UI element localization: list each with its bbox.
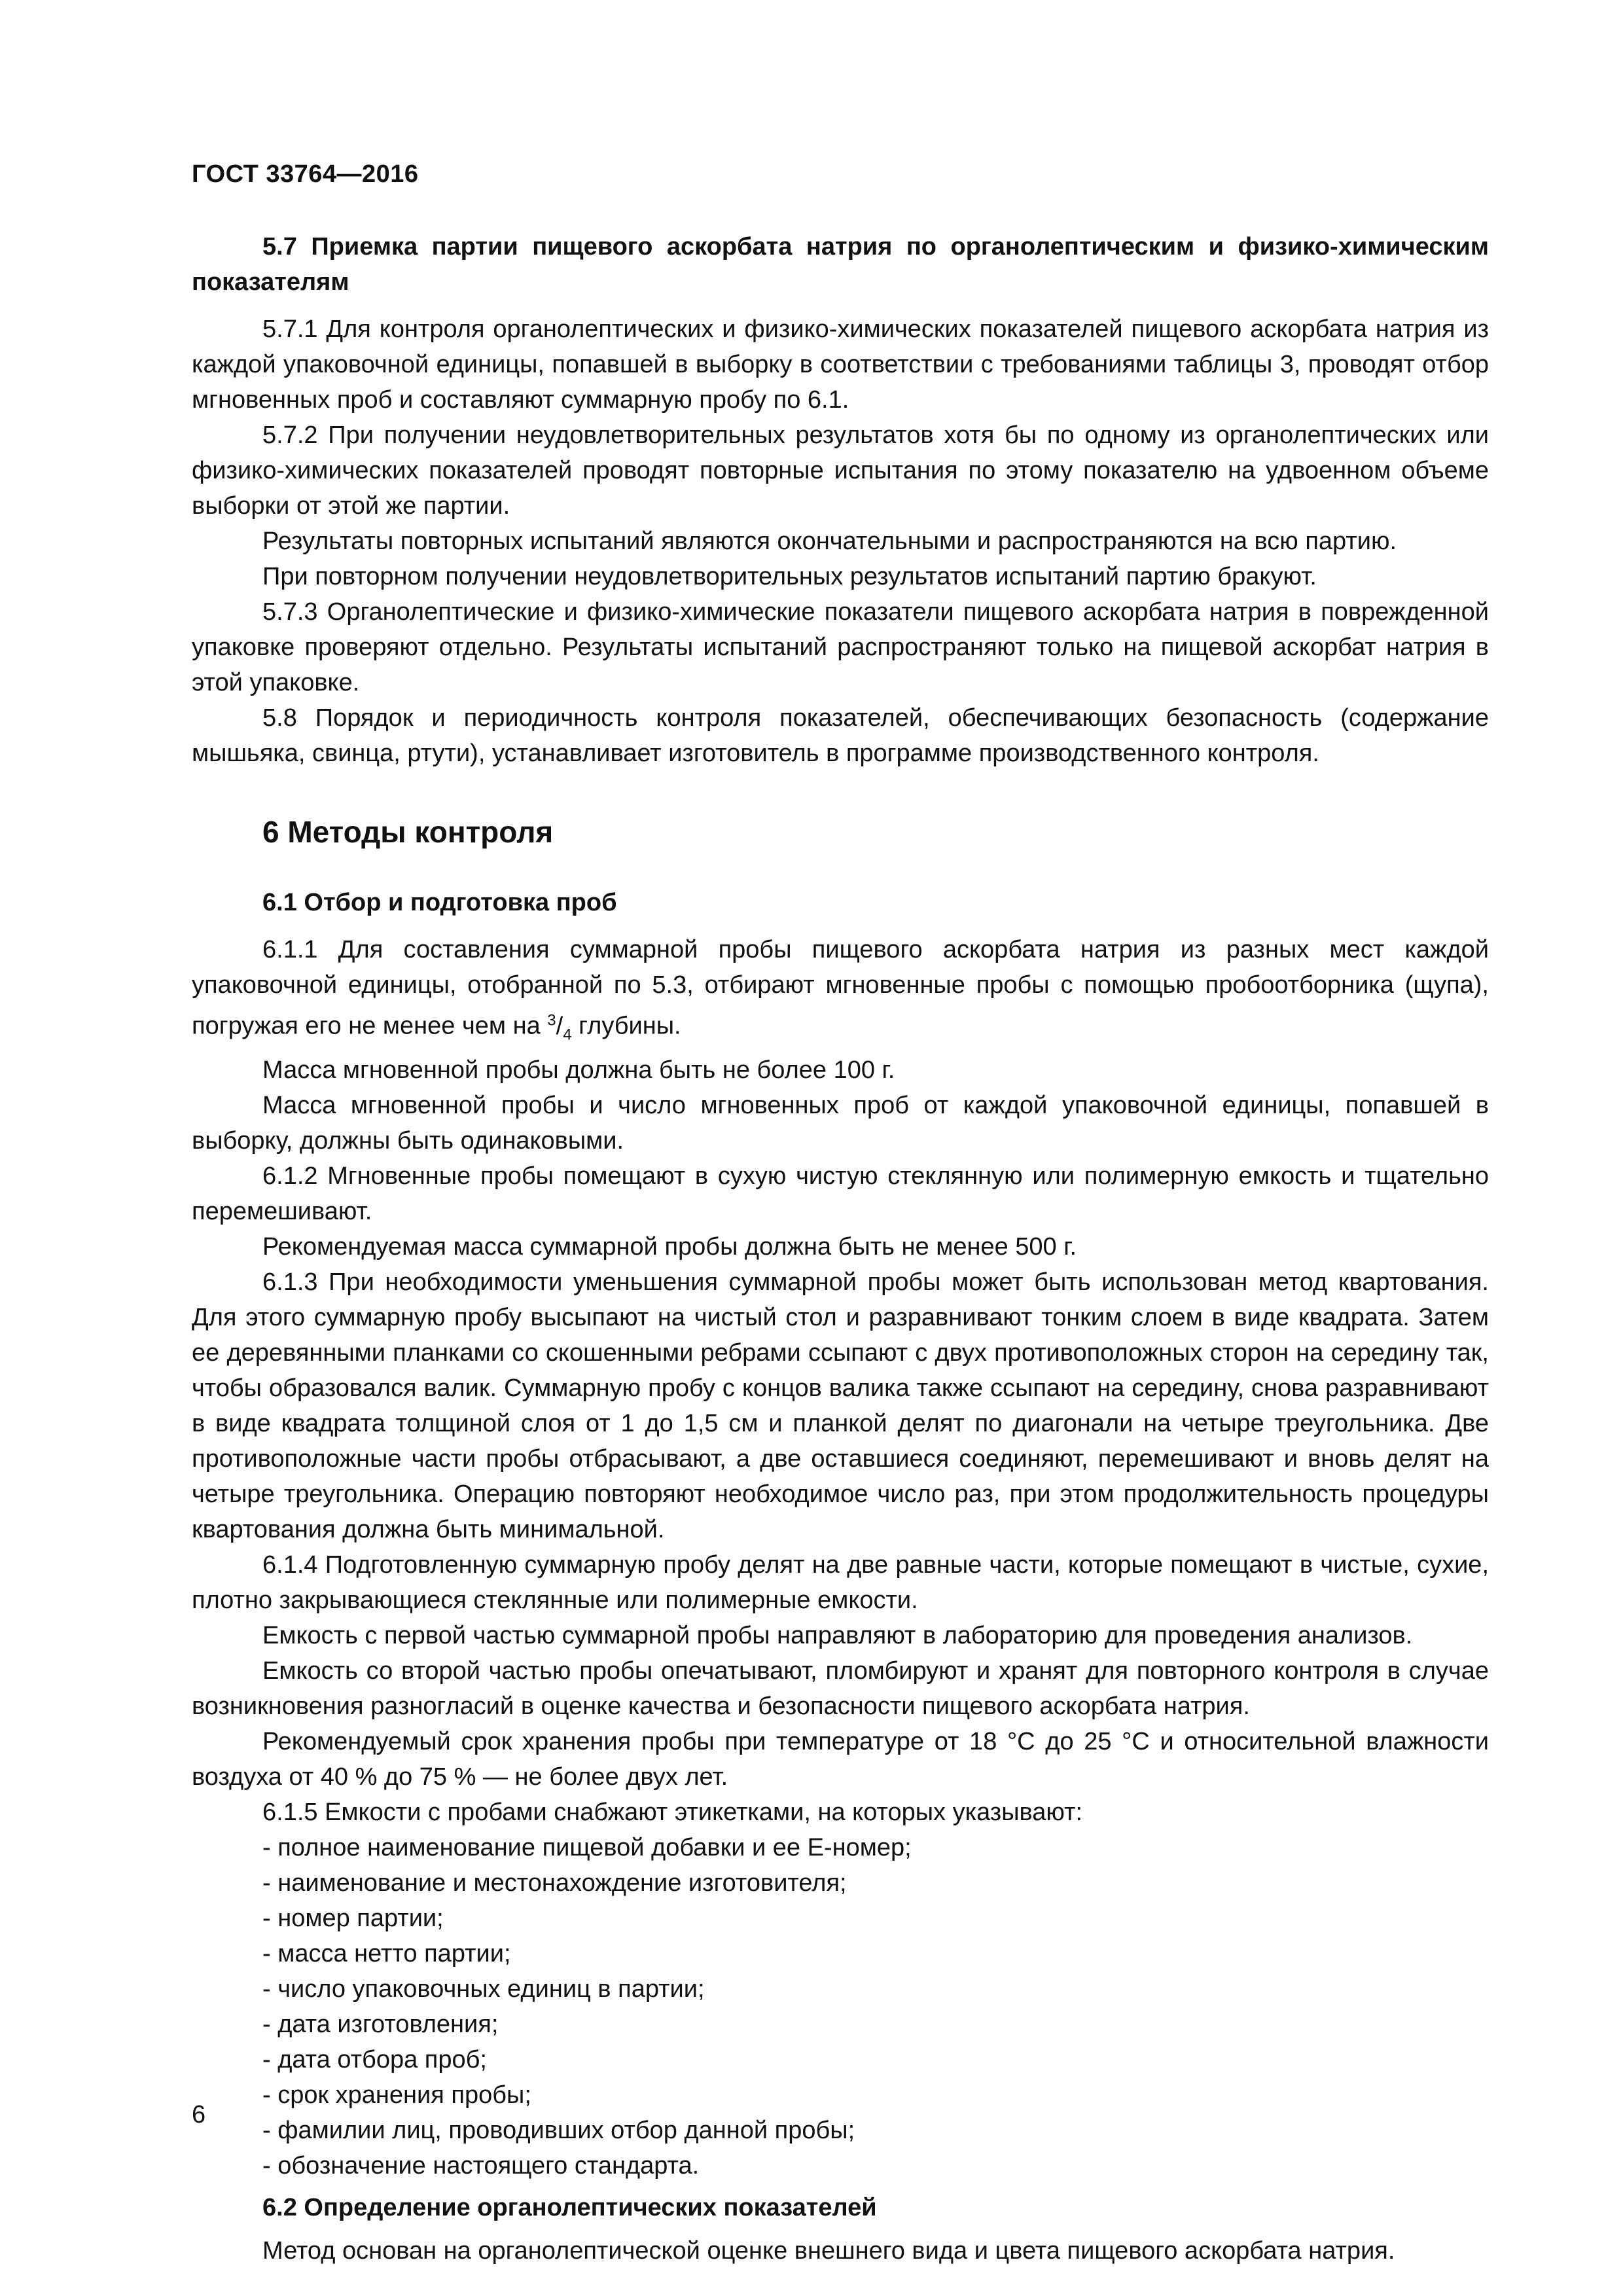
list-item: - номер партии; <box>262 1905 444 1933</box>
page-content <box>192 229 1489 2269</box>
list-item: - срок хранения пробы; <box>262 2081 531 2109</box>
paragraph-6-1-1-text: 6.1.1 Для составления суммарной пробы пищевого аскорбата натрия из разных мест каждой упаковочной единицы, отобранной по 5.3, отбирают мгновенные пробы с помощью пробоотборника (щупа), погружая его не менее чем на <box>192 936 1489 1040</box>
fraction-numerator: 3 <box>547 1011 556 1029</box>
list-item: - дата отбора проб; <box>262 2046 487 2074</box>
list-item: - наименование и местонахождение изготовителя; <box>262 1869 847 1897</box>
paragraph-sample-count: Масса мгновенной пробы и число мгновенных проб от каждой упаковочной единицы, попавшей в выборку, должны быть одинаковыми. <box>192 1092 1489 1155</box>
list-item: - дата изготовления; <box>262 2011 499 2039</box>
paragraph-reject-batch: При повторном получении неудовлетворительных результатов испытаний партию бракуют. <box>262 563 1317 590</box>
paragraph-5-7-3: 5.7.3 Органолептические и физико-химические показатели пищевого аскорбата натрия в поврежденной упаковке проверяют отдельно. Результаты испытаний распространяют только на пищевой аскорбат натрия в этой упаковке. <box>192 598 1489 696</box>
paragraph-5-7-2: 5.7.2 При получении неудовлетворительных результатов хотя бы по одному из органолептических или физико-химических показателей проводят повторные испытания по этому показателю на удвоенном объеме выборки от этой же партии. <box>192 422 1489 520</box>
section-6-2-heading: 6.2 Определение органолептических показателей <box>262 2194 877 2222</box>
paragraph-recommended-mass: Рекомендуемая масса суммарной пробы должна быть не менее 500 г. <box>262 1233 1077 1261</box>
paragraph-6-2: Метод основан на органолептической оценке внешнего вида и цвета пищевого аскорбата натрия. <box>262 2237 1395 2265</box>
paragraph-first-part: Емкость с первой частью суммарной пробы направляют в лабораторию для проведения анализов. <box>262 1622 1413 1650</box>
list-item: - полное наименование пищевой добавки и ее Е-номер; <box>262 1834 912 1862</box>
fraction-denominator: 4 <box>563 1026 572 1044</box>
paragraph-5-8: 5.8 Порядок и периодичность контроля показателей, обеспечивающих безопасность (содержание мышьяка, свинца, ртути), устанавливает изготовитель в программе производственного контроля. <box>192 704 1489 767</box>
page-number: 6 <box>192 2101 206 2128</box>
list-item: - обозначение настоящего стандарта. <box>262 2152 700 2180</box>
section-6-1-heading: 6.1 Отбор и подготовка проб <box>262 889 617 916</box>
list-item: - масса нетто партии; <box>262 1940 511 1968</box>
section-6-heading: 6 Методы контроля <box>262 815 554 849</box>
document-header: ГОСТ 33764—2016 <box>192 160 419 188</box>
paragraph-repeat-results: Результаты повторных испытаний являются окончательными и распространяются на всю партию. <box>262 528 1397 555</box>
list-item: - фамилии лиц, проводивших отбор данной пробы; <box>262 2117 855 2145</box>
section-5-7-heading: 5.7 Приемка партии пищевого аскорбата натрия по органолептическим и физико-химическим показателям <box>192 233 1489 296</box>
paragraph-sample-mass: Масса мгновенной пробы должна быть не более 100 г. <box>262 1056 895 1085</box>
paragraph-6-1-1 <box>192 932 1489 1052</box>
list-item: - число упаковочных единиц в партии; <box>262 1975 705 2003</box>
paragraph-6-1-2: 6.1.2 Мгновенные пробы помещают в сухую чистую стеклянную или полимерную емкость и тщательно перемешивают. <box>192 1162 1489 1226</box>
paragraph-6-1-4: 6.1.4 Подготовленную суммарную пробу делят на две равные части, которые помещают в чистые, сухие, плотно закрывающиеся стеклянные или полимерные емкости. <box>192 1551 1489 1615</box>
paragraph-6-1-1-end: глубины. <box>571 1012 681 1040</box>
paragraph-6-1-5: 6.1.5 Емкости с пробами снабжают этикетками, на которых указывают: <box>262 1799 1083 1827</box>
fraction-separator: / <box>556 1012 563 1040</box>
paragraph-5-7-1: 5.7.1 Для контроля органолептических и физико-химических показателей пищевого аскорбата натрия из каждой упаковочной единицы, попавшей в выборку в соответствии с требованиями таблицы 3, проводят отбор мгновенных проб и составляют суммарную пробу по 6.1. <box>192 315 1489 414</box>
paragraph-6-1-3: 6.1.3 При необходимости уменьшения суммарной пробы может быть использован метод квартования. Для этого суммарную пробу высыпают на чистый стол и разравнивают тонким слоем в виде квадрата. Затем ее деревянными планками со скошенными ребрами ссыпают с двух противоположных сторон на середину так, чтобы образовался валик. Суммарную пробу с концов валика также ссыпают на середину, снова разравнивают в виде квадрата толщиной слоя от 1 до 1,5 см и планкой делят по диагонали на четыре треугольника. Две противоположные части пробы отбрасывают, а две оставшиеся соединяют, перемешивают и вновь делят на четыре треугольника. Операцию повторяют необходимое число раз, при этом продолжительность процедуры квартования должна быть минимальной. <box>192 1268 1489 1544</box>
fraction-three-quarters <box>547 1011 572 1044</box>
paragraph-second-part: Емкость со второй частью пробы опечатывают, пломбируют и хранят для повторного контроля в случае возникновения разногласий в оценке качества и безопасности пищевого аскорбата натрия. <box>192 1657 1489 1721</box>
paragraph-storage: Рекомендуемый срок хранения пробы при температуре от 18 °С до 25 °С и относительной влажности воздуха от 40 % до 75 % — не более двух лет. <box>192 1728 1489 1791</box>
